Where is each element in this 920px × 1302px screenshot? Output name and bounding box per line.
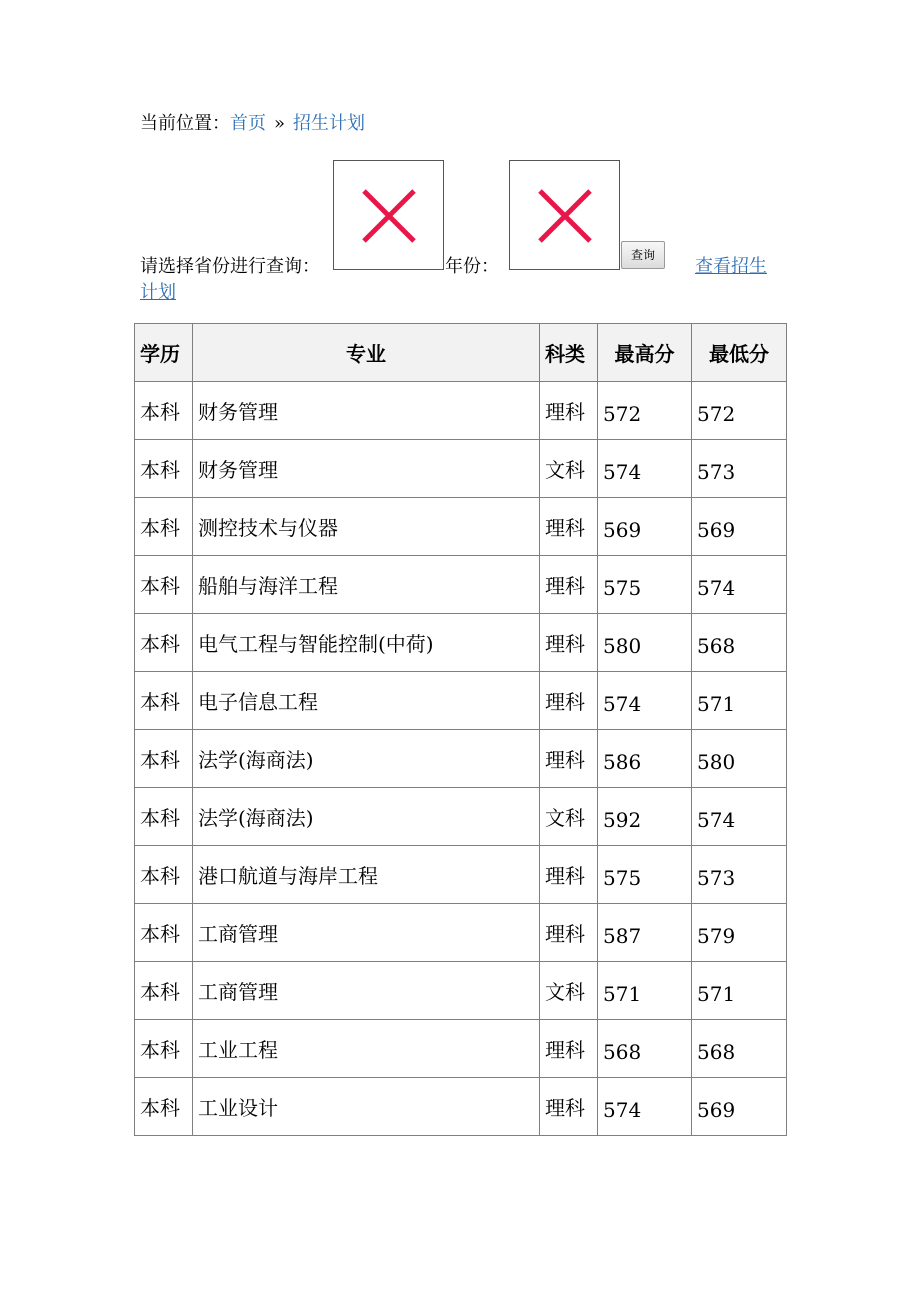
cell-major: 港口航道与海岸工程 — [193, 846, 540, 904]
cell-education: 本科 — [135, 382, 193, 440]
header-max-score: 最高分 — [598, 324, 692, 382]
breadcrumb — [140, 112, 365, 136]
cell-max-score: 574 — [598, 1078, 692, 1136]
cell-category: 理科 — [540, 904, 598, 962]
cell-min-score: 568 — [692, 614, 787, 672]
cell-max-score: 587 — [598, 904, 692, 962]
cell-education: 本科 — [135, 788, 193, 846]
cell-major: 法学(海商法) — [193, 730, 540, 788]
cell-education: 本科 — [135, 730, 193, 788]
cell-max-score: 572 — [598, 382, 692, 440]
table-row — [135, 440, 787, 498]
cell-education: 本科 — [135, 904, 193, 962]
cell-major: 财务管理 — [193, 440, 540, 498]
cell-category: 文科 — [540, 962, 598, 1020]
table-row — [135, 962, 787, 1020]
cell-major: 财务管理 — [193, 382, 540, 440]
table-row — [135, 788, 787, 846]
cell-max-score: 568 — [598, 1020, 692, 1078]
cell-major: 工商管理 — [193, 962, 540, 1020]
cell-major: 工商管理 — [193, 904, 540, 962]
cell-max-score: 571 — [598, 962, 692, 1020]
cell-max-score: 592 — [598, 788, 692, 846]
table-row — [135, 556, 787, 614]
cell-category: 理科 — [540, 846, 598, 904]
query-button[interactable]: 查询 — [621, 241, 665, 269]
cell-education: 本科 — [135, 672, 193, 730]
cell-max-score: 580 — [598, 614, 692, 672]
cell-education: 本科 — [135, 1020, 193, 1078]
cell-min-score: 568 — [692, 1020, 787, 1078]
cell-max-score: 575 — [598, 556, 692, 614]
cell-category: 理科 — [540, 382, 598, 440]
cell-category: 文科 — [540, 440, 598, 498]
cell-education: 本科 — [135, 1078, 193, 1136]
table-row — [135, 498, 787, 556]
cell-min-score: 574 — [692, 556, 787, 614]
cell-max-score: 574 — [598, 440, 692, 498]
cell-major: 测控技术与仪器 — [193, 498, 540, 556]
cell-max-score: 574 — [598, 672, 692, 730]
cell-min-score: 569 — [692, 1078, 787, 1136]
cell-min-score: 573 — [692, 440, 787, 498]
cell-min-score: 569 — [692, 498, 787, 556]
table-row — [135, 846, 787, 904]
table-row — [135, 1078, 787, 1136]
cell-max-score: 569 — [598, 498, 692, 556]
breadcrumb-separator: » — [274, 113, 286, 134]
table-header-row — [135, 324, 787, 382]
cell-category: 理科 — [540, 730, 598, 788]
cell-education: 本科 — [135, 556, 193, 614]
cell-min-score: 574 — [692, 788, 787, 846]
table-row — [135, 904, 787, 962]
cell-category: 理科 — [540, 1020, 598, 1078]
cell-category: 理科 — [540, 672, 598, 730]
cell-min-score: 571 — [692, 672, 787, 730]
cell-education: 本科 — [135, 498, 193, 556]
cell-min-score: 571 — [692, 962, 787, 1020]
table-row — [135, 672, 787, 730]
header-education: 学历 — [135, 324, 193, 382]
red-x-broken-image-icon — [361, 188, 417, 244]
admission-score-table — [134, 323, 787, 1136]
table-row — [135, 382, 787, 440]
cell-min-score: 572 — [692, 382, 787, 440]
header-min-score: 最低分 — [692, 324, 787, 382]
cell-education: 本科 — [135, 440, 193, 498]
cell-education: 本科 — [135, 614, 193, 672]
cell-category: 文科 — [540, 788, 598, 846]
breadcrumb-home-link[interactable]: 首页 — [230, 113, 266, 134]
cell-major: 工业工程 — [193, 1020, 540, 1078]
cell-major: 船舶与海洋工程 — [193, 556, 540, 614]
cell-category: 理科 — [540, 498, 598, 556]
cell-major: 工业设计 — [193, 1078, 540, 1136]
cell-education: 本科 — [135, 962, 193, 1020]
header-category: 科类 — [540, 324, 598, 382]
red-x-broken-image-icon — [537, 188, 593, 244]
table-row — [135, 1020, 787, 1078]
cell-max-score: 575 — [598, 846, 692, 904]
cell-min-score: 579 — [692, 904, 787, 962]
cell-min-score: 580 — [692, 730, 787, 788]
table-row — [135, 614, 787, 672]
table-body — [135, 382, 787, 1136]
table-row — [135, 730, 787, 788]
breadcrumb-current-link[interactable]: 招生计划 — [293, 113, 366, 134]
cell-education: 本科 — [135, 846, 193, 904]
view-plan-link[interactable]: 查看招生计划 — [140, 256, 767, 303]
cell-category: 理科 — [540, 1078, 598, 1136]
breadcrumb-prefix: 当前位置： — [140, 113, 230, 134]
year-label: 年份： — [445, 256, 499, 277]
header-major: 专业 — [193, 324, 540, 382]
cell-major: 电气工程与智能控制(中荷) — [193, 614, 540, 672]
cell-major: 法学(海商法) — [193, 788, 540, 846]
cell-min-score: 573 — [692, 846, 787, 904]
cell-category: 理科 — [540, 556, 598, 614]
cell-max-score: 586 — [598, 730, 692, 788]
cell-major: 电子信息工程 — [193, 672, 540, 730]
province-prompt-label: 请选择省份进行查询： — [140, 256, 320, 277]
cell-category: 理科 — [540, 614, 598, 672]
